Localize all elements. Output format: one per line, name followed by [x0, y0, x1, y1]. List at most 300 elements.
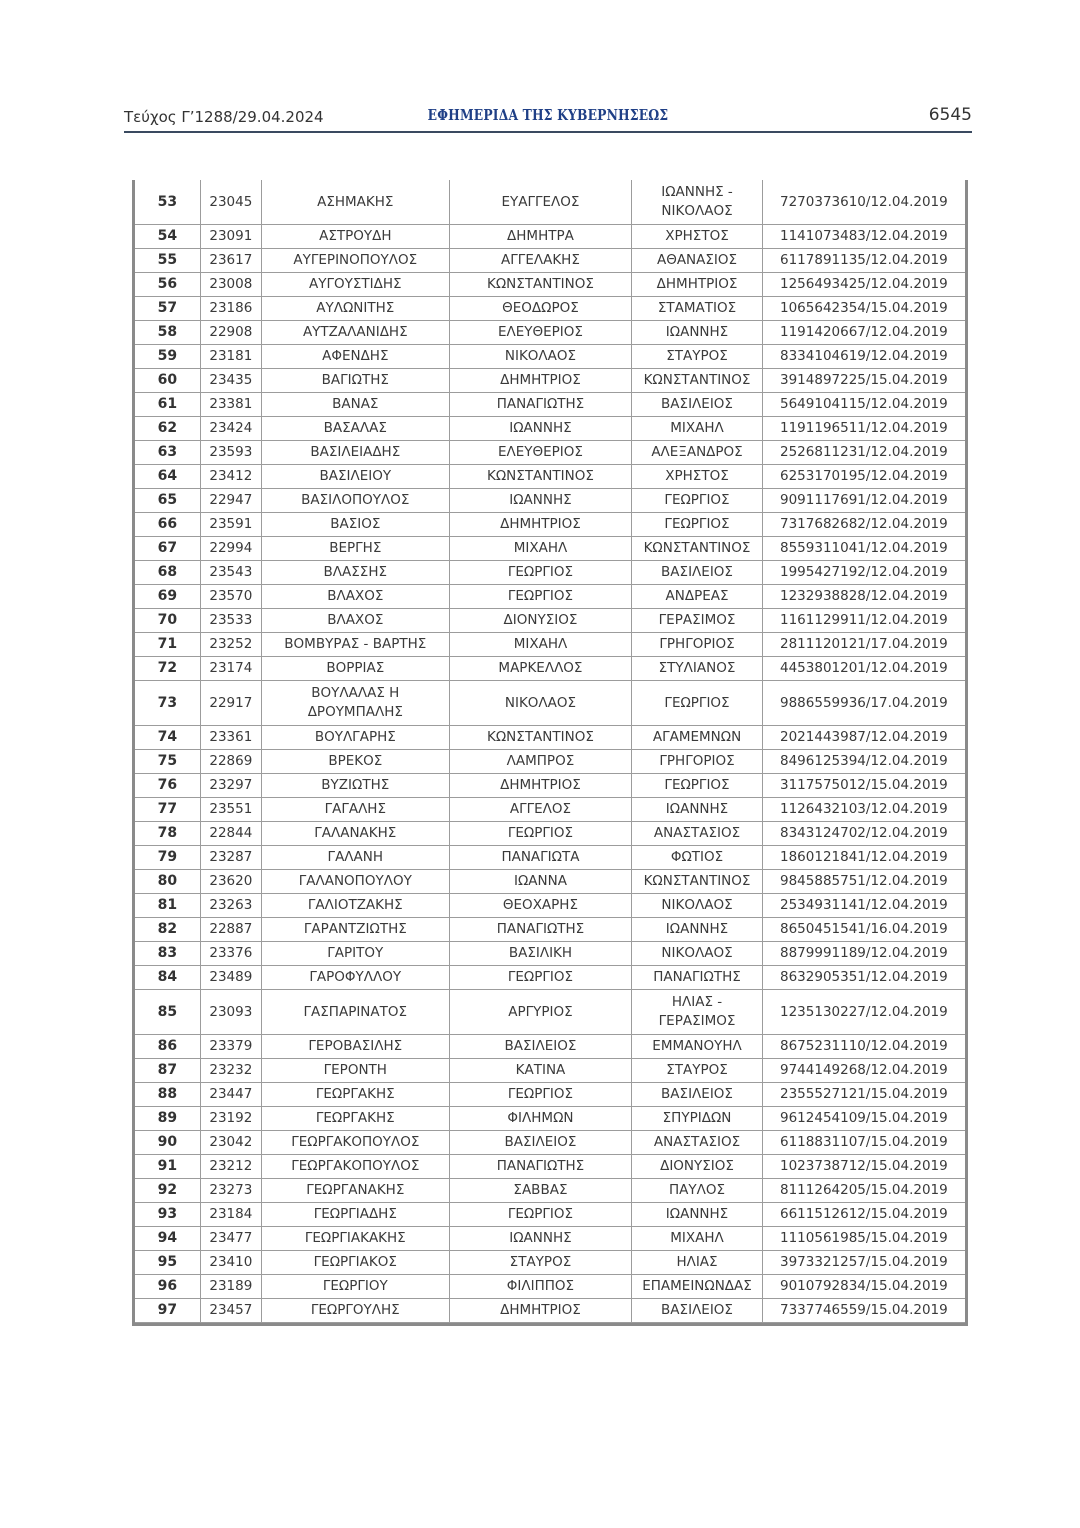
cell-protocol-number: 1141073483/12.04.2019 [762, 225, 965, 249]
table-row [135, 1275, 965, 1299]
cell-surname: ΓΕΩΡΓΙΑΔΗΣ [261, 1203, 449, 1227]
table-row [135, 1299, 965, 1323]
header-rule [124, 131, 972, 133]
cell-candidate-code: 23379 [200, 1035, 261, 1059]
cell-first-name: ΙΩΑΝΝΑ [449, 870, 632, 894]
cell-candidate-code: 22947 [200, 489, 261, 513]
cell-protocol-number: 1191420667/12.04.2019 [762, 321, 965, 345]
cell-father-name: ΗΛΙΑΣ [632, 1251, 762, 1275]
table-row [135, 561, 965, 585]
cell-surname: ΑΣΤΡΟΥΔΗ [261, 225, 449, 249]
cell-first-name: ΑΓΓΕΛΟΣ [449, 798, 632, 822]
table-row [135, 1059, 965, 1083]
table-row [135, 513, 965, 537]
cell-candidate-code: 23447 [200, 1083, 261, 1107]
cell-candidate-code: 23093 [200, 990, 261, 1035]
cell-row-number: 82 [135, 918, 200, 942]
cell-candidate-code: 23297 [200, 774, 261, 798]
table-row [135, 1179, 965, 1203]
table-row [135, 966, 965, 990]
cell-father-name: ΕΠΑΜΕΙΝΩΝΔΑΣ [632, 1275, 762, 1299]
cell-surname: ΓΕΩΡΓΑΚΟΠΟΥΛΟΣ [261, 1155, 449, 1179]
cell-candidate-code: 23570 [200, 585, 261, 609]
cell-protocol-number: 2355527121/15.04.2019 [762, 1083, 965, 1107]
table-row [135, 1035, 965, 1059]
cell-candidate-code: 22869 [200, 750, 261, 774]
cell-father-name: ΙΩΑΝΝΗΣ [632, 918, 762, 942]
table-row [135, 273, 965, 297]
cell-father-name: ΝΙΚΟΛΑΟΣ [632, 894, 762, 918]
cell-protocol-number: 3914897225/15.04.2019 [762, 369, 965, 393]
cell-first-name: ΕΥΑΓΓΕΛΟΣ [449, 180, 632, 225]
cell-candidate-code: 23045 [200, 180, 261, 225]
cell-row-number: 87 [135, 1059, 200, 1083]
cell-protocol-number: 6253170195/12.04.2019 [762, 465, 965, 489]
cell-protocol-number: 8675231110/12.04.2019 [762, 1035, 965, 1059]
cell-father-name: ΑΝΑΣΤΑΣΙΟΣ [632, 822, 762, 846]
cell-row-number: 57 [135, 297, 200, 321]
cell-surname: ΒΑΣΙΛΕΙΟΥ [261, 465, 449, 489]
table-row [135, 1203, 965, 1227]
cell-row-number: 84 [135, 966, 200, 990]
cell-first-name: ΔΙΟΝΥΣΙΟΣ [449, 609, 632, 633]
table-row [135, 750, 965, 774]
cell-row-number: 96 [135, 1275, 200, 1299]
cell-candidate-code: 23412 [200, 465, 261, 489]
cell-father-name: ΙΩΑΝΝΗΣ [632, 798, 762, 822]
table-row [135, 225, 965, 249]
cell-row-number: 67 [135, 537, 200, 561]
table-row [135, 321, 965, 345]
cell-protocol-number: 8334104619/12.04.2019 [762, 345, 965, 369]
cell-surname: ΑΦΕΝΔΗΣ [261, 345, 449, 369]
cell-father-name: ΒΑΣΙΛΕΙΟΣ [632, 561, 762, 585]
cell-protocol-number: 8632905351/12.04.2019 [762, 966, 965, 990]
cell-father-name: ΒΑΣΙΛΕΙΟΣ [632, 393, 762, 417]
cell-first-name: ΚΩΝΣΤΑΝΤΙΝΟΣ [449, 726, 632, 750]
cell-father-name: ΓΕΩΡΓΙΟΣ [632, 681, 762, 726]
table-row [135, 870, 965, 894]
cell-protocol-number: 9744149268/12.04.2019 [762, 1059, 965, 1083]
cell-row-number: 58 [135, 321, 200, 345]
cell-row-number: 81 [135, 894, 200, 918]
cell-protocol-number: 1126432103/12.04.2019 [762, 798, 965, 822]
cell-father-name: ΑΓΑΜΕΜΝΩΝ [632, 726, 762, 750]
cell-row-number: 76 [135, 774, 200, 798]
cell-surname: ΒΟΥΛΑΛΑΣ Η ΔΡΟΥΜΠΑΛΗΣ [261, 681, 449, 726]
page-number: 6545 [928, 105, 972, 125]
cell-father-name: ΦΩΤΙΟΣ [632, 846, 762, 870]
cell-protocol-number: 2811120121/17.04.2019 [762, 633, 965, 657]
cell-row-number: 54 [135, 225, 200, 249]
cell-surname: ΓΑΛΑΝΑΚΗΣ [261, 822, 449, 846]
cell-row-number: 60 [135, 369, 200, 393]
cell-surname: ΓΑΛΙΟΤΖΑΚΗΣ [261, 894, 449, 918]
cell-surname: ΓΕΡΟΒΑΣΙΛΗΣ [261, 1035, 449, 1059]
cell-first-name: ΓΕΩΡΓΙΟΣ [449, 561, 632, 585]
cell-candidate-code: 23042 [200, 1131, 261, 1155]
cell-first-name: ΠΑΝΑΓΙΩΤΗΣ [449, 1155, 632, 1179]
cell-father-name: ΑΛΕΞΑΝΔΡΟΣ [632, 441, 762, 465]
cell-surname: ΓΑΛΑΝΗ [261, 846, 449, 870]
cell-row-number: 88 [135, 1083, 200, 1107]
cell-protocol-number: 5649104115/12.04.2019 [762, 393, 965, 417]
cell-surname: ΓΕΩΡΓΙΑΚΟΣ [261, 1251, 449, 1275]
cell-candidate-code: 23617 [200, 249, 261, 273]
cell-first-name: ΒΑΣΙΛΕΙΟΣ [449, 1131, 632, 1155]
cell-candidate-code: 23457 [200, 1299, 261, 1323]
cell-protocol-number: 3973321257/15.04.2019 [762, 1251, 965, 1275]
cell-candidate-code: 23489 [200, 966, 261, 990]
cell-surname: ΒΑΣΙΟΣ [261, 513, 449, 537]
cell-first-name: ΙΩΑΝΝΗΣ [449, 1227, 632, 1251]
cell-surname: ΑΣΗΜΑΚΗΣ [261, 180, 449, 225]
cell-row-number: 86 [135, 1035, 200, 1059]
cell-father-name: ΙΩΑΝΝΗΣ [632, 321, 762, 345]
cell-first-name: ΓΕΩΡΓΙΟΣ [449, 1203, 632, 1227]
cell-protocol-number: 8343124702/12.04.2019 [762, 822, 965, 846]
cell-candidate-code: 23186 [200, 297, 261, 321]
cell-candidate-code: 23410 [200, 1251, 261, 1275]
cell-candidate-code: 23263 [200, 894, 261, 918]
table-row [135, 774, 965, 798]
cell-candidate-code: 23551 [200, 798, 261, 822]
cell-surname: ΓΑΛΑΝΟΠΟΥΛΟΥ [261, 870, 449, 894]
cell-protocol-number: 6117891135/12.04.2019 [762, 249, 965, 273]
table-row [135, 1251, 965, 1275]
cell-first-name: ΔΗΜΗΤΡΙΟΣ [449, 1299, 632, 1323]
cell-row-number: 70 [135, 609, 200, 633]
table-row [135, 180, 965, 225]
cell-protocol-number: 2526811231/12.04.2019 [762, 441, 965, 465]
cell-row-number: 61 [135, 393, 200, 417]
gazette-title: ΕΦΗΜΕΡΙΔΑ ΤΗΣ ΚΥΒΕΡΝΗΣΕΩΣ [427, 107, 669, 124]
cell-first-name: ΔΗΜΗΤΡΙΟΣ [449, 774, 632, 798]
cell-first-name: ΦΙΛΗΜΩΝ [449, 1107, 632, 1131]
cell-first-name: ΙΩΑΝΝΗΣ [449, 417, 632, 441]
cell-surname: ΒΑΝΑΣ [261, 393, 449, 417]
cell-row-number: 69 [135, 585, 200, 609]
cell-candidate-code: 23424 [200, 417, 261, 441]
cell-first-name: ΜΑΡΚΕΛΛΟΣ [449, 657, 632, 681]
cell-surname: ΑΥΓΟΥΣΤΙΔΗΣ [261, 273, 449, 297]
cell-row-number: 78 [135, 822, 200, 846]
table-row [135, 918, 965, 942]
cell-first-name: ΦΙΛΙΠΠΟΣ [449, 1275, 632, 1299]
cell-father-name: ΗΛΙΑΣ - ΓΕΡΑΣΙΜΟΣ [632, 990, 762, 1035]
cell-protocol-number: 1191196511/12.04.2019 [762, 417, 965, 441]
cell-father-name: ΠΑΥΛΟΣ [632, 1179, 762, 1203]
cell-father-name: ΕΜΜΑΝΟΥΗΛ [632, 1035, 762, 1059]
cell-candidate-code: 23620 [200, 870, 261, 894]
cell-father-name: ΝΙΚΟΛΑΟΣ [632, 942, 762, 966]
cell-row-number: 95 [135, 1251, 200, 1275]
cell-surname: ΓΕΩΡΓΟΥΛΗΣ [261, 1299, 449, 1323]
cell-surname: ΓΑΣΠΑΡΙΝΑΤΟΣ [261, 990, 449, 1035]
cell-father-name: ΣΠΥΡΙΔΩΝ [632, 1107, 762, 1131]
table-row [135, 1107, 965, 1131]
cell-candidate-code: 23533 [200, 609, 261, 633]
cell-protocol-number: 9091117691/12.04.2019 [762, 489, 965, 513]
cell-protocol-number: 3117575012/15.04.2019 [762, 774, 965, 798]
cell-row-number: 71 [135, 633, 200, 657]
cell-surname: ΓΕΩΡΓΑΝΑΚΗΣ [261, 1179, 449, 1203]
cell-surname: ΒΛΑΧΟΣ [261, 585, 449, 609]
cell-row-number: 64 [135, 465, 200, 489]
cell-father-name: ΠΑΝΑΓΙΩΤΗΣ [632, 966, 762, 990]
cell-first-name: ΔΗΜΗΤΡΙΟΣ [449, 369, 632, 393]
cell-candidate-code: 22908 [200, 321, 261, 345]
cell-row-number: 59 [135, 345, 200, 369]
cell-candidate-code: 23252 [200, 633, 261, 657]
cell-father-name: ΓΕΩΡΓΙΟΣ [632, 513, 762, 537]
cell-father-name: ΚΩΝΣΤΑΝΤΙΝΟΣ [632, 870, 762, 894]
cell-first-name: ΝΙΚΟΛΑΟΣ [449, 345, 632, 369]
cell-protocol-number: 1161129911/12.04.2019 [762, 609, 965, 633]
cell-first-name: ΛΑΜΠΡΟΣ [449, 750, 632, 774]
cell-candidate-code: 23212 [200, 1155, 261, 1179]
cell-father-name: ΧΡΗΣΤΟΣ [632, 225, 762, 249]
cell-candidate-code: 23591 [200, 513, 261, 537]
table-row [135, 393, 965, 417]
cell-candidate-code: 23008 [200, 273, 261, 297]
cell-row-number: 91 [135, 1155, 200, 1179]
cell-first-name: ΒΑΣΙΛΕΙΟΣ [449, 1035, 632, 1059]
cell-surname: ΒΕΡΓΗΣ [261, 537, 449, 561]
cell-father-name: ΑΘΑΝΑΣΙΟΣ [632, 249, 762, 273]
cell-protocol-number: 4453801201/12.04.2019 [762, 657, 965, 681]
cell-first-name: ΕΛΕΥΘΕΡΙΟΣ [449, 321, 632, 345]
cell-first-name: ΠΑΝΑΓΙΩΤΑ [449, 846, 632, 870]
cell-father-name: ΙΩΑΝΝΗΣ - ΝΙΚΟΛΑΟΣ [632, 180, 762, 225]
table-body [135, 180, 965, 1323]
cell-row-number: 93 [135, 1203, 200, 1227]
cell-surname: ΒΑΣΑΛΑΣ [261, 417, 449, 441]
cell-surname: ΓΕΩΡΓΑΚΟΠΟΥΛΟΣ [261, 1131, 449, 1155]
table-row [135, 681, 965, 726]
cell-first-name: ΘΕΟΧΑΡΗΣ [449, 894, 632, 918]
cell-first-name: ΓΕΩΡΓΙΟΣ [449, 585, 632, 609]
cell-row-number: 62 [135, 417, 200, 441]
cell-row-number: 90 [135, 1131, 200, 1155]
table-row [135, 585, 965, 609]
cell-row-number: 73 [135, 681, 200, 726]
cell-father-name: ΚΩΝΣΤΑΝΤΙΝΟΣ [632, 537, 762, 561]
cell-protocol-number: 1235130227/12.04.2019 [762, 990, 965, 1035]
cell-protocol-number: 8111264205/15.04.2019 [762, 1179, 965, 1203]
cell-candidate-code: 23593 [200, 441, 261, 465]
cell-row-number: 94 [135, 1227, 200, 1251]
cell-first-name: ΔΗΜΗΤΡΑ [449, 225, 632, 249]
cell-row-number: 92 [135, 1179, 200, 1203]
cell-row-number: 55 [135, 249, 200, 273]
cell-protocol-number: 1065642354/15.04.2019 [762, 297, 965, 321]
cell-father-name: ΒΑΣΙΛΕΙΟΣ [632, 1299, 762, 1323]
cell-father-name: ΣΤΥΛΙΑΝΟΣ [632, 657, 762, 681]
cell-candidate-code: 22917 [200, 681, 261, 726]
table-row [135, 942, 965, 966]
cell-candidate-code: 23091 [200, 225, 261, 249]
cell-first-name: ΑΓΓΕΛΑΚΗΣ [449, 249, 632, 273]
cell-row-number: 63 [135, 441, 200, 465]
table-row [135, 1227, 965, 1251]
cell-candidate-code: 22994 [200, 537, 261, 561]
cell-surname: ΒΑΓΙΩΤΗΣ [261, 369, 449, 393]
cell-first-name: ΚΩΝΣΤΑΝΤΙΝΟΣ [449, 273, 632, 297]
table-row [135, 726, 965, 750]
cell-candidate-code: 22887 [200, 918, 261, 942]
cell-surname: ΓΕΡΟΝΤΗ [261, 1059, 449, 1083]
cell-first-name: ΓΕΩΡΓΙΟΣ [449, 822, 632, 846]
cell-first-name: ΔΗΜΗΤΡΙΟΣ [449, 513, 632, 537]
cell-row-number: 68 [135, 561, 200, 585]
cell-surname: ΒΡΕΚΟΣ [261, 750, 449, 774]
cell-surname: ΓΑΡΑΝΤΖΙΩΤΗΣ [261, 918, 449, 942]
cell-first-name: ΝΙΚΟΛΑΟΣ [449, 681, 632, 726]
cell-protocol-number: 1232938828/12.04.2019 [762, 585, 965, 609]
table-row [135, 798, 965, 822]
cell-father-name: ΜΙΧΑΗΛ [632, 417, 762, 441]
cell-candidate-code: 23232 [200, 1059, 261, 1083]
table-row [135, 1131, 965, 1155]
cell-protocol-number: 7270373610/12.04.2019 [762, 180, 965, 225]
candidates-table-frame [132, 180, 968, 1326]
cell-first-name: ΓΕΩΡΓΙΟΣ [449, 1083, 632, 1107]
table-row [135, 657, 965, 681]
cell-row-number: 72 [135, 657, 200, 681]
cell-father-name: ΒΑΣΙΛΕΙΟΣ [632, 1083, 762, 1107]
cell-protocol-number: 8879991189/12.04.2019 [762, 942, 965, 966]
cell-protocol-number: 9886559936/17.04.2019 [762, 681, 965, 726]
cell-protocol-number: 9010792834/15.04.2019 [762, 1275, 965, 1299]
cell-row-number: 89 [135, 1107, 200, 1131]
cell-row-number: 53 [135, 180, 200, 225]
cell-father-name: ΙΩΑΝΝΗΣ [632, 1203, 762, 1227]
cell-row-number: 56 [135, 273, 200, 297]
cell-surname: ΑΥΓΕΡΙΝΟΠΟΥΛΟΣ [261, 249, 449, 273]
cell-protocol-number: 1110561985/15.04.2019 [762, 1227, 965, 1251]
table-row [135, 894, 965, 918]
cell-candidate-code: 23543 [200, 561, 261, 585]
table-row [135, 465, 965, 489]
cell-first-name: ΒΑΣΙΛΙΚΗ [449, 942, 632, 966]
table-row [135, 489, 965, 513]
cell-candidate-code: 23192 [200, 1107, 261, 1131]
cell-father-name: ΣΤΑΜΑΤΙΟΣ [632, 297, 762, 321]
cell-first-name: ΠΑΝΑΓΙΩΤΗΣ [449, 393, 632, 417]
cell-first-name: ΣΑΒΒΑΣ [449, 1179, 632, 1203]
cell-first-name: ΠΑΝΑΓΙΩΤΗΣ [449, 918, 632, 942]
cell-row-number: 85 [135, 990, 200, 1035]
table-row [135, 822, 965, 846]
cell-protocol-number: 6118831107/15.04.2019 [762, 1131, 965, 1155]
cell-row-number: 79 [135, 846, 200, 870]
table-row [135, 345, 965, 369]
cell-surname: ΓΕΩΡΓΑΚΗΣ [261, 1083, 449, 1107]
page-header [124, 104, 972, 132]
table-row [135, 417, 965, 441]
cell-father-name: ΓΡΗΓΟΡΙΟΣ [632, 750, 762, 774]
table-row [135, 609, 965, 633]
table-row [135, 990, 965, 1035]
cell-row-number: 83 [135, 942, 200, 966]
cell-father-name: ΓΡΗΓΟΡΙΟΣ [632, 633, 762, 657]
cell-candidate-code: 23435 [200, 369, 261, 393]
table-row [135, 633, 965, 657]
cell-row-number: 77 [135, 798, 200, 822]
cell-row-number: 80 [135, 870, 200, 894]
table-row [135, 297, 965, 321]
cell-first-name: ΙΩΑΝΝΗΣ [449, 489, 632, 513]
cell-candidate-code: 23361 [200, 726, 261, 750]
cell-candidate-code: 23184 [200, 1203, 261, 1227]
cell-candidate-code: 22844 [200, 822, 261, 846]
cell-protocol-number: 7337746559/15.04.2019 [762, 1299, 965, 1323]
cell-father-name: ΣΤΑΥΡΟΣ [632, 1059, 762, 1083]
cell-protocol-number: 1995427192/12.04.2019 [762, 561, 965, 585]
cell-protocol-number: 6611512612/15.04.2019 [762, 1203, 965, 1227]
cell-first-name: ΑΡΓΥΡΙΟΣ [449, 990, 632, 1035]
cell-surname: ΓΑΓΑΛΗΣ [261, 798, 449, 822]
cell-father-name: ΓΕΩΡΓΙΟΣ [632, 774, 762, 798]
cell-protocol-number: 9612454109/15.04.2019 [762, 1107, 965, 1131]
cell-protocol-number: 8559311041/12.04.2019 [762, 537, 965, 561]
cell-candidate-code: 23287 [200, 846, 261, 870]
cell-first-name: ΓΕΩΡΓΙΟΣ [449, 966, 632, 990]
cell-protocol-number: 1860121841/12.04.2019 [762, 846, 965, 870]
cell-protocol-number: 9845885751/12.04.2019 [762, 870, 965, 894]
cell-first-name: ΕΛΕΥΘΕΡΙΟΣ [449, 441, 632, 465]
cell-surname: ΓΑΡΙΤΟΥ [261, 942, 449, 966]
cell-father-name: ΓΕΡΑΣΙΜΟΣ [632, 609, 762, 633]
cell-father-name: ΑΝΑΣΤΑΣΙΟΣ [632, 1131, 762, 1155]
cell-father-name: ΔΙΟΝΥΣΙΟΣ [632, 1155, 762, 1179]
cell-surname: ΓΕΩΡΓΙΟΥ [261, 1275, 449, 1299]
cell-protocol-number: 8496125394/12.04.2019 [762, 750, 965, 774]
table-row [135, 441, 965, 465]
cell-first-name: ΚΑΤΙΝΑ [449, 1059, 632, 1083]
issue-reference: Τεύχος Γ’1288/29.04.2024 [124, 108, 324, 126]
cell-first-name: ΜΙΧΑΗΛ [449, 537, 632, 561]
cell-protocol-number: 1256493425/12.04.2019 [762, 273, 965, 297]
cell-surname: ΒΟΜΒΥΡΑΣ - ΒΑΡΤΗΣ [261, 633, 449, 657]
table-row [135, 1083, 965, 1107]
cell-protocol-number: 1023738712/15.04.2019 [762, 1155, 965, 1179]
cell-surname: ΑΥΤΖΑΛΑΝΙΔΗΣ [261, 321, 449, 345]
candidates-table [135, 180, 965, 1323]
cell-surname: ΒΥΖΙΩΤΗΣ [261, 774, 449, 798]
cell-surname: ΑΥΛΩΝΙΤΗΣ [261, 297, 449, 321]
cell-surname: ΓΑΡΟΦΥΛΛΟΥ [261, 966, 449, 990]
cell-father-name: ΜΙΧΑΗΛ [632, 1227, 762, 1251]
cell-row-number: 74 [135, 726, 200, 750]
cell-father-name: ΓΕΩΡΓΙΟΣ [632, 489, 762, 513]
cell-surname: ΒΑΣΙΛΟΠΟΥΛΟΣ [261, 489, 449, 513]
cell-surname: ΒΟΥΛΓΑΡΗΣ [261, 726, 449, 750]
table-row [135, 846, 965, 870]
cell-surname: ΓΕΩΡΓΙΑΚΑΚΗΣ [261, 1227, 449, 1251]
cell-surname: ΒΛΑΧΟΣ [261, 609, 449, 633]
cell-row-number: 75 [135, 750, 200, 774]
cell-row-number: 65 [135, 489, 200, 513]
cell-protocol-number: 8650451541/16.04.2019 [762, 918, 965, 942]
cell-surname: ΒΛΑΣΣΗΣ [261, 561, 449, 585]
cell-father-name: ΧΡΗΣΤΟΣ [632, 465, 762, 489]
cell-row-number: 66 [135, 513, 200, 537]
table-row [135, 1155, 965, 1179]
cell-candidate-code: 23174 [200, 657, 261, 681]
cell-father-name: ΔΗΜΗΤΡΙΟΣ [632, 273, 762, 297]
